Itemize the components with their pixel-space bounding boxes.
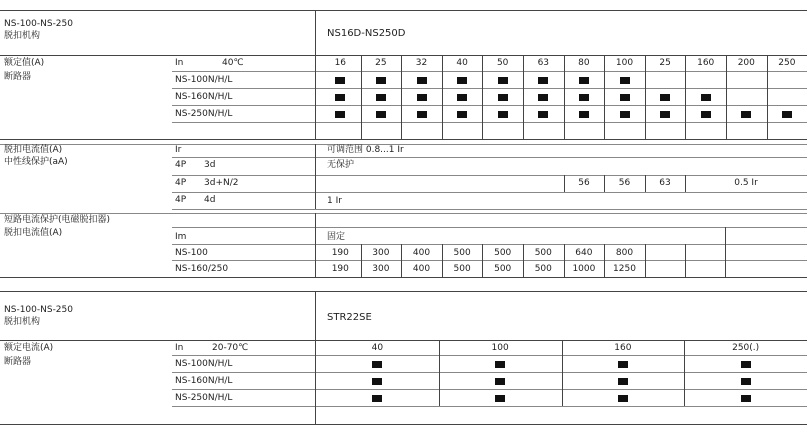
pole-label: 4P (175, 160, 187, 170)
rating-value: 40 (371, 343, 384, 353)
rating-value: 25 (375, 58, 387, 68)
available-mark (618, 395, 628, 402)
available-mark (538, 94, 548, 101)
available-mark (741, 361, 751, 368)
breaker-label: 断路器 (4, 72, 32, 82)
rule (172, 260, 807, 261)
rating-value: 63 (537, 58, 550, 68)
trip-value: 500 (494, 248, 512, 258)
available-mark (335, 111, 345, 118)
available-mark (498, 77, 508, 84)
available-mark (498, 94, 508, 101)
available-mark (372, 378, 382, 385)
rule (0, 213, 807, 214)
rule-top (0, 10, 807, 11)
trip-value: 1250 (613, 264, 636, 274)
rule (172, 175, 807, 176)
trip-label: 脱扣电流值(A) (4, 228, 63, 238)
trip-value: 500 (453, 248, 471, 258)
pole-label: 4P (175, 195, 187, 205)
protection-label: 3d (204, 160, 216, 170)
section2-title: NS-100-NS-250 (4, 305, 73, 315)
rule (172, 389, 807, 390)
model-label: NS-160N/H/L (175, 92, 233, 102)
rule (172, 372, 807, 373)
rule (172, 227, 807, 228)
in-label: In (175, 343, 184, 353)
available-mark (579, 94, 589, 101)
available-mark (335, 94, 345, 101)
grid-line (645, 244, 646, 277)
model-label: NS-250N/H/L (175, 109, 233, 119)
available-mark (457, 77, 467, 84)
in-label: In (175, 58, 184, 68)
available-mark (618, 378, 628, 385)
section1-range: NS16D-NS250D (327, 28, 406, 39)
trip-value: 500 (534, 248, 552, 258)
neutral-value: 1 Ir (327, 196, 342, 206)
rating-value: 100 (491, 343, 509, 353)
available-mark (538, 77, 548, 84)
temperature: 20-70℃ (212, 343, 249, 353)
trip-value: 1000 (572, 264, 596, 274)
available-mark (372, 395, 382, 402)
model-label: NS-160N/H/L (175, 376, 233, 386)
rule (172, 105, 807, 106)
trip-value: 400 (412, 264, 431, 274)
available-mark (701, 94, 711, 101)
available-mark (495, 361, 505, 368)
rating-value: 250 (778, 58, 796, 68)
trip-value: 500 (494, 264, 512, 274)
divider (725, 227, 726, 277)
available-mark (417, 94, 427, 101)
available-mark (417, 77, 427, 84)
short-circuit-label: 短路电流保护(电磁脱扣器) (4, 215, 111, 225)
grid-line (726, 55, 727, 139)
rating-value: 250(.) (732, 343, 760, 353)
available-mark (741, 378, 751, 385)
neutral-value: 63 (659, 178, 671, 188)
available-mark (660, 94, 670, 101)
rule (172, 122, 807, 123)
available-mark (701, 111, 711, 118)
grid-line (361, 55, 362, 139)
rating-value: 25 (659, 58, 671, 68)
neutral-value: 0.5 Ir (734, 178, 758, 188)
grid-line (604, 55, 605, 139)
grid-line (562, 340, 563, 406)
rule (172, 209, 807, 210)
rule (172, 71, 807, 72)
rating-value: 32 (415, 58, 428, 68)
section2-subtitle: 脱扣机构 (4, 317, 41, 327)
trip-value: 300 (372, 248, 390, 258)
rated-current-label: 额定电流(A) (4, 343, 54, 353)
section2-range: STR22SE (327, 312, 372, 323)
available-mark (660, 111, 670, 118)
pole-label: 4P (175, 178, 187, 188)
neutral-value: 无保护 (327, 160, 355, 170)
available-mark (417, 111, 427, 118)
rating-value: 50 (496, 58, 509, 68)
divider (315, 213, 316, 277)
model-label: NS-100N/H/L (175, 359, 233, 369)
fixed-label: 固定 (327, 232, 346, 242)
temperature: 40℃ (222, 58, 244, 68)
available-mark (376, 111, 386, 118)
protection-label: 3d+N/2 (204, 178, 239, 188)
available-mark (457, 94, 467, 101)
divider (315, 10, 316, 139)
rule (0, 277, 807, 278)
available-mark (457, 111, 467, 118)
protection-label: 4d (204, 195, 216, 205)
available-mark (620, 77, 630, 84)
available-mark (579, 77, 589, 84)
rule (0, 340, 807, 341)
trip-value: 190 (331, 264, 349, 274)
grid-line (442, 55, 443, 139)
model-label: NS-100 (175, 248, 208, 258)
available-mark (335, 77, 345, 84)
trip-value: 400 (412, 248, 431, 258)
ir-range: 可调范围 0.8...1 Ir (327, 145, 404, 155)
rating-value: 16 (334, 58, 347, 68)
model-label: NS-160/250 (175, 264, 229, 274)
neutral-value: 56 (578, 178, 590, 188)
rule (172, 157, 807, 158)
grid-line (685, 244, 686, 277)
section1-title: NS-100-NS-250 (4, 19, 73, 29)
rating-value: 200 (737, 58, 755, 68)
available-mark (579, 111, 589, 118)
rule (172, 244, 807, 245)
trip-label: 脱扣电流值(A) (4, 145, 63, 155)
available-mark (620, 94, 630, 101)
model-label: NS-250N/H/L (175, 393, 233, 403)
trip-value: 800 (615, 248, 634, 258)
rating-value: 160 (614, 343, 632, 353)
rule (172, 406, 807, 407)
grid-line (401, 55, 402, 139)
rating-value: 160 (697, 58, 715, 68)
grid-line (482, 55, 483, 139)
rating-value: 100 (615, 58, 634, 68)
model-label: NS-100N/H/L (175, 75, 233, 85)
available-mark (538, 111, 548, 118)
available-mark (741, 395, 751, 402)
available-mark (782, 111, 792, 118)
trip-value: 500 (453, 264, 471, 274)
trip-value: 640 (575, 248, 593, 258)
rule (172, 88, 807, 89)
rule (0, 424, 807, 425)
grid-line (684, 340, 685, 406)
grid-line (767, 55, 768, 139)
trip-value: 500 (534, 264, 552, 274)
available-mark (495, 395, 505, 402)
available-mark (620, 111, 630, 118)
rule (0, 291, 807, 292)
grid-line (645, 55, 646, 139)
rule (0, 139, 807, 140)
available-mark (372, 361, 382, 368)
available-mark (495, 378, 505, 385)
rating-value: 40 (456, 58, 468, 68)
rating-value: 80 (578, 58, 590, 68)
divider (315, 144, 316, 209)
grid-line (523, 55, 524, 139)
grid-line (685, 55, 686, 139)
available-mark (741, 111, 751, 118)
section1-subtitle: 脱扣机构 (4, 31, 41, 41)
available-mark (618, 361, 628, 368)
im-label: Im (175, 232, 187, 242)
neutral-label: 中性线保护(aA) (4, 157, 68, 167)
available-mark (498, 111, 508, 118)
rated-label: 额定值(A) (4, 58, 45, 68)
ir-label: Ir (175, 145, 182, 155)
grid-line (564, 55, 565, 139)
available-mark (376, 77, 386, 84)
trip-value: 300 (372, 264, 390, 274)
rule (172, 192, 807, 193)
rule (172, 355, 807, 356)
divider (315, 291, 316, 424)
neutral-value: 56 (618, 178, 631, 188)
available-mark (376, 94, 386, 101)
breaker-label: 断路器 (4, 357, 32, 367)
trip-value: 190 (331, 248, 349, 258)
grid-line (439, 340, 440, 406)
